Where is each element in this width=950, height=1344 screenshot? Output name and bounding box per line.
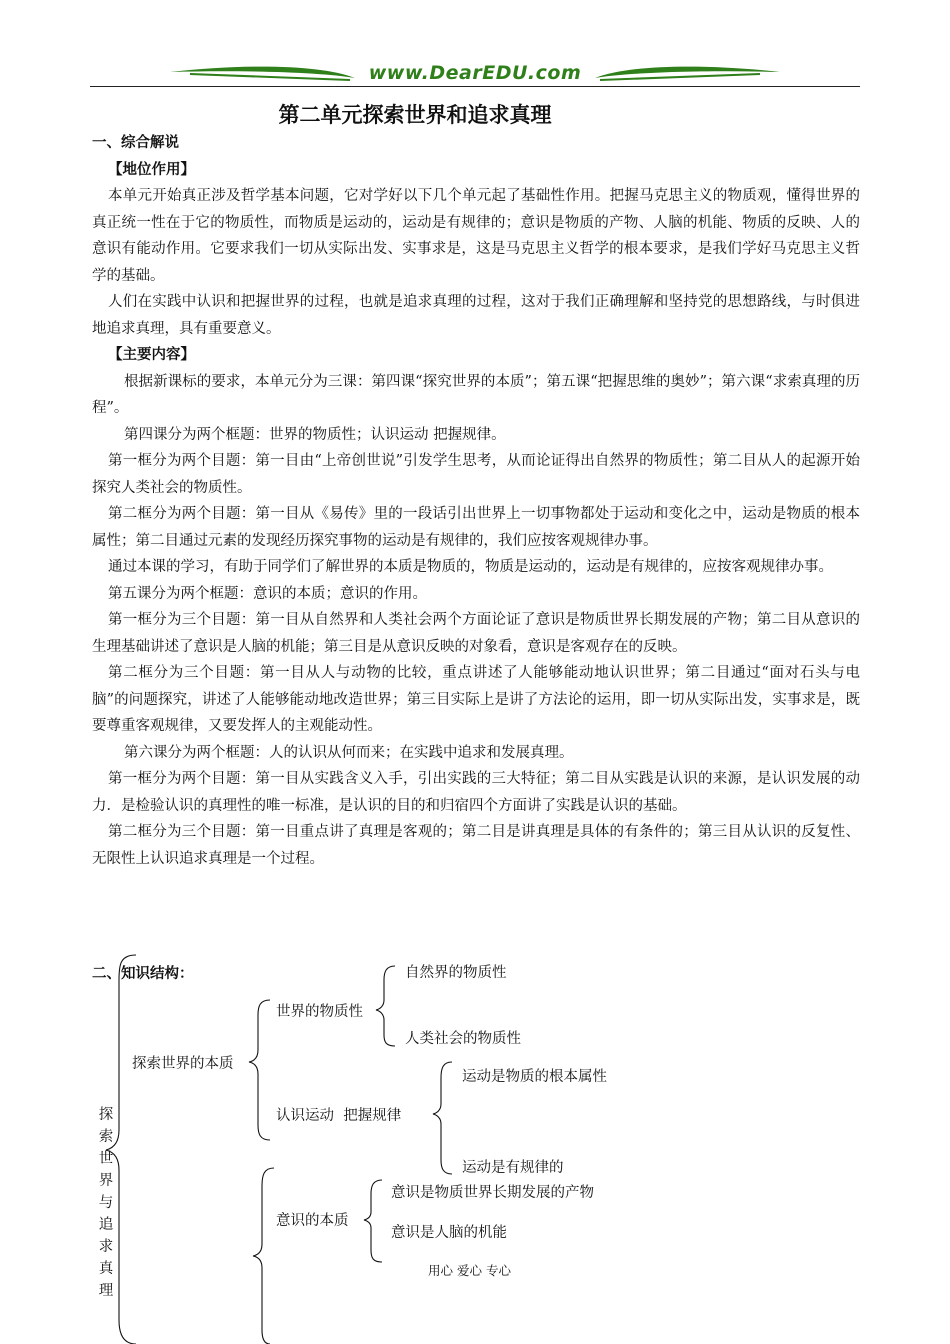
document-title: 第二单元探索世界和追求真理 bbox=[278, 102, 552, 127]
paragraph: 根据新课标的要求，本单元分为三课：第四课“探究世界的本质”；第五课“把握思维的奥妙”；第六课“求索真理的历程”。 bbox=[92, 373, 860, 416]
site-logo[interactable]: www.DearEDU.com bbox=[368, 62, 582, 84]
structure-root: 探索世界与追求真理 bbox=[98, 1107, 114, 1299]
paragraph: 第二框分为三个目题：第一目重点讲了真理是客观的；第二目是讲真理是具体的有条件的；第三目从认识的反复性、无限性上认识追求真理是一个过程。 bbox=[92, 824, 860, 867]
node-consciousness-brain: 意识是人脑的机能 bbox=[391, 1225, 507, 1241]
section-heading-overview: 一、综合解说 bbox=[92, 134, 179, 151]
paragraph: 第二框分为三个目题：第一目从人与动物的比较，重点讲述了人能够能动地认识世界；第二目通过“面对石头与电脑”的问题探究，讲述了人能够能动地改造世界；第三目实际上是讲了方法论的运用，即一切从实际出发，实事求是，既要尊重客观规律，又要发挥人的主观能动性。 bbox=[92, 665, 860, 734]
paragraph: 第五课分为两个框题：意识的本质；意识的作用。 bbox=[108, 585, 427, 602]
paragraph: 第一框分为两个目题：第一目从实践含义入手，引出实践的三大特征；第二目从实践是认识的来源，是认识发展的动力．是检验认识的真理性的唯一标准，是认识的目的和归宿四个方面讲了实践是认识的基础。 bbox=[92, 771, 860, 814]
paragraph: 人们在实践中认识和把握世界的过程，也就是追求真理的过程，这对于我们正确理解和坚持党的思想路线，与时俱进地追求真理，具有重要意义。 bbox=[92, 294, 860, 337]
paragraph: 通过本课的学习，有助于同学们了解世界的本质是物质的，物质是运动的，运动是有规律的，应按客观规律办事。 bbox=[108, 559, 833, 575]
paragraph: 第四课分为两个框题：世界的物质性；认识运动 把握规律。 bbox=[124, 426, 506, 443]
node-understand-motion: 认识运动 把握规律 bbox=[276, 1108, 402, 1124]
node-motion-regular: 运动是有规律的 bbox=[462, 1160, 564, 1176]
node-explore-essence: 探索世界的本质 bbox=[132, 1056, 234, 1072]
page-footer: 用心 爱心 专心 bbox=[428, 1263, 511, 1278]
role-heading: 【地位作用】 bbox=[108, 160, 195, 178]
node-nature-materiality: 自然界的物质性 bbox=[405, 965, 507, 981]
paragraph: 本单元开始真正涉及哲学基本问题，它对学好以下几个单元起了基础性作用。把握马克思主义的物质观，懂得世界的真正统一性在于它的物质性，而物质是运动的，运动是有规律的；意识是物质的产物、人脑的机能、物质的反映、人的意识有能动作用。它要求我们一切从实际出发、实事求是，这是马克思主义哲学的根本要求，是我们学好马克思主义哲学的基础。 bbox=[92, 188, 860, 284]
node-consciousness-essence: 意识的本质 bbox=[276, 1213, 349, 1229]
node-society-materiality: 人类社会的物质性 bbox=[405, 1031, 521, 1047]
node-consciousness-product: 意识是物质世界长期发展的产物 bbox=[391, 1185, 594, 1201]
content-heading: 【主要内容】 bbox=[108, 346, 195, 363]
paragraph: 第一框分为两个目题：第一目由“上帝创世说”引发学生思考，从而论证得出自然界的物质性；第二目从人的起源开始探究人类社会的物质性。 bbox=[92, 453, 860, 496]
node-motion-attribute: 运动是物质的根本属性 bbox=[462, 1069, 607, 1085]
structure-heading: 二、知识结构： bbox=[92, 965, 194, 982]
paragraph: 第二框分为两个目题：第一目从《易传》里的一段话引出世界上一切事物都处于运动和变化之中，运动是物质的根本属性；第二目通过元素的发现经历探究事物的运动是有规律的，我们应按客观规律办事。 bbox=[92, 506, 860, 549]
paragraph: 第一框分为三个目题：第一目从自然界和人类社会两个方面论证了意识是物质世界长期发展的产物；第二目从意识的生理基础讲述了意识是人脑的机能；第三目是从意识反映的对象看，意识是客观存在的反映。 bbox=[92, 612, 860, 655]
paragraph: 第六课分为两个框题：人的认识从何而来；在实践中追求和发展真理。 bbox=[124, 744, 574, 761]
node-world-materiality: 世界的物质性 bbox=[276, 1004, 363, 1020]
